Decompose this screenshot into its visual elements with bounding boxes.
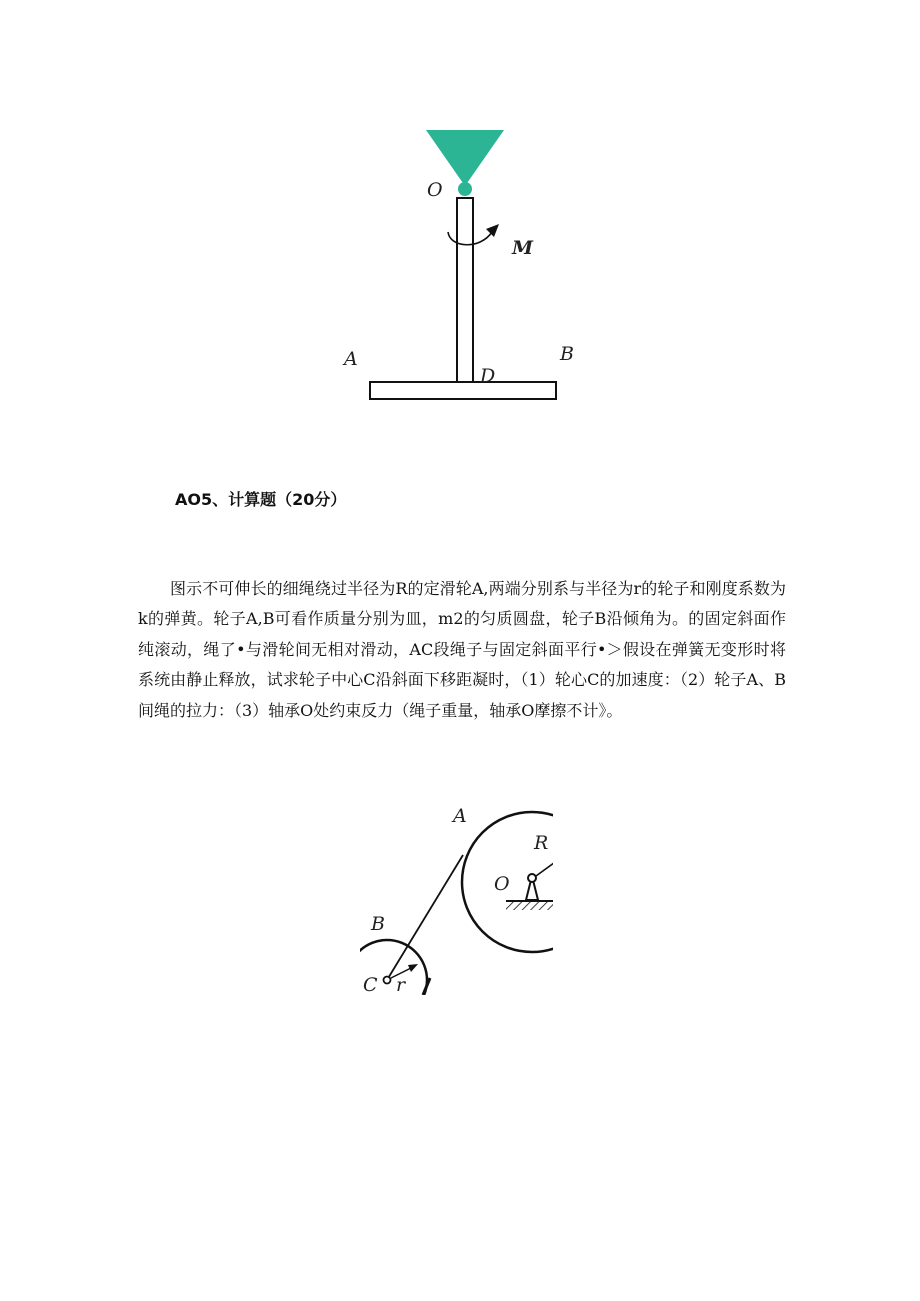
label-r-big: R	[534, 832, 549, 854]
ground-hatch	[506, 902, 558, 910]
radius-arrowhead-icon	[408, 964, 418, 972]
horizontal-bar	[370, 382, 556, 399]
problem-heading-text: AO5、计算题（20分）	[175, 490, 347, 509]
problem-statement	[138, 574, 786, 726]
vertical-rod	[457, 198, 473, 384]
problem-heading	[175, 487, 346, 510]
label-a: A	[344, 348, 358, 370]
support-triangle	[426, 130, 504, 186]
figure-t-bar-svg	[330, 120, 600, 420]
wheel-center-c	[384, 977, 391, 984]
rope	[387, 855, 463, 980]
label-o2: O	[494, 873, 510, 895]
moment-arrowhead-icon	[486, 224, 499, 237]
figure-pulley-svg	[360, 800, 560, 1000]
label-c: C	[363, 974, 378, 996]
figure-t-bar	[330, 120, 600, 420]
problem-text: 图示不可伸长的细绳绕过半径为R的定滑轮A,两端分别系与半径为r的轮子和刚度系数为k的弹黄。轮子A,B可看作质量分别为皿，m2的匀质圆盘，轮子B沿倾角为。的固定斜面作纯滚动，绳了•与滑轮间无相对滑动，AC段绳子与固定斜面平行•＞假设在弹簧无变形时将系统由静止释放，试求轮子中心C沿斜面下移距凝时，（1）轮心C的加速度：（2）轮子A、B间绳的拉力：（3）轴承O处约束反力（绳子重量，轴承O摩擦不计》。	[138, 579, 786, 720]
label-a2: A	[453, 805, 467, 827]
label-r-small: r	[396, 974, 406, 996]
radius-r-line	[536, 860, 558, 876]
bearing-o	[528, 874, 536, 882]
label-o: O	[427, 179, 443, 201]
pivot-joint	[458, 182, 472, 196]
label-b: B	[560, 343, 574, 365]
label-b2: B	[371, 913, 385, 935]
label-d: D	[480, 365, 496, 387]
label-m: M	[512, 237, 534, 259]
figure-pulley	[360, 800, 560, 1000]
